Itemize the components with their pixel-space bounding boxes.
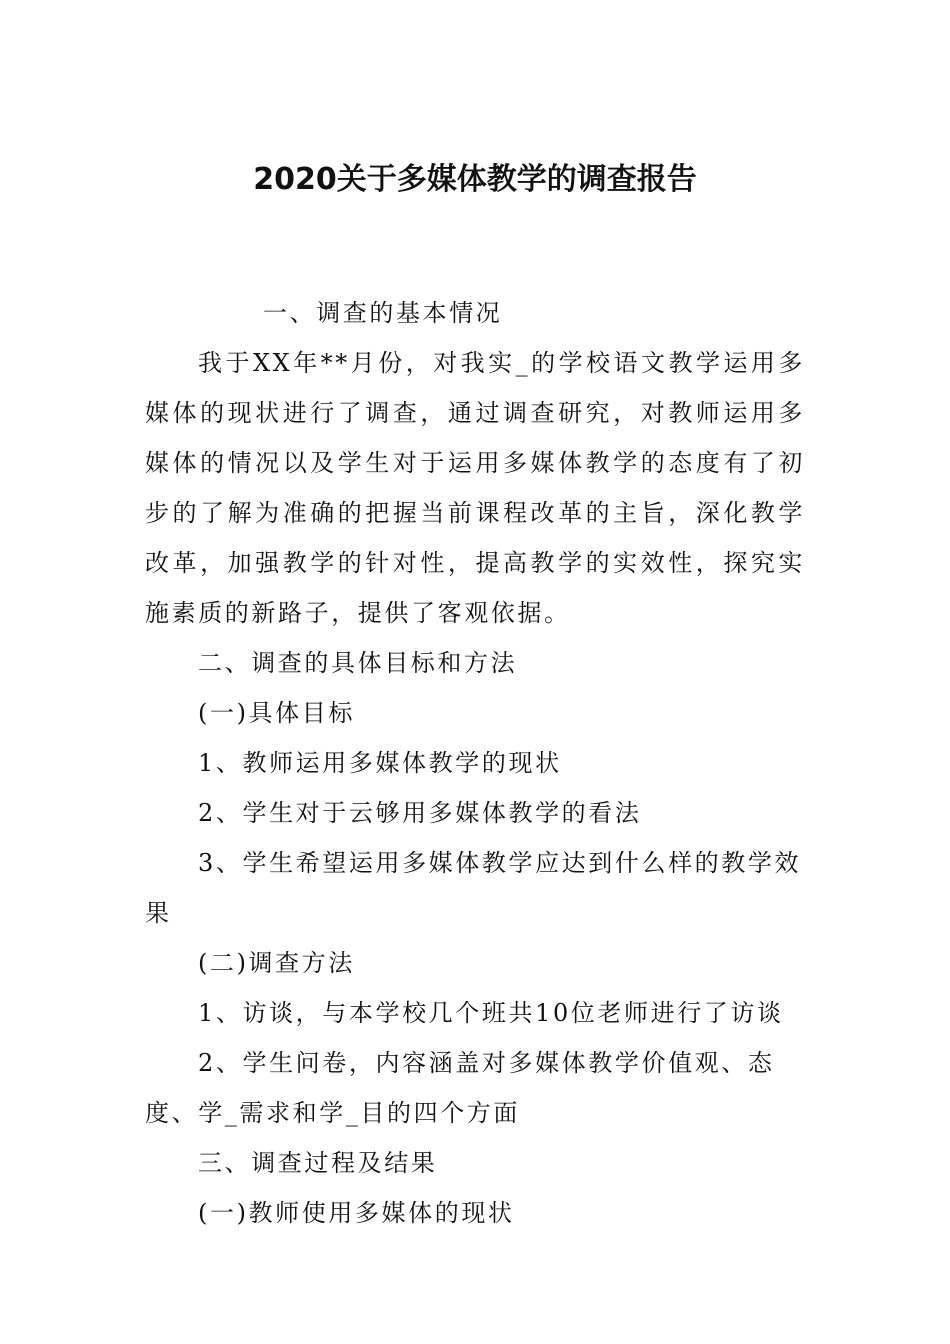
document-body [145,288,805,1238]
subsection-heading: (一)教师使用多媒体的现状 [198,1199,515,1227]
list-item: 2、学生对于云够用多媒体教学的看法 [198,799,642,827]
list-item: 3、学生希望运用多媒体教学应达到什么样的教学效果 [145,849,802,927]
subsection-heading: (二)调查方法 [198,949,355,977]
section-heading: 二、调查的具体目标和方法 [198,649,518,677]
list-item: 1、教师运用多媒体教学的现状 [198,749,562,777]
list-item: 1、访谈，与本学校几个班共10位老师进行了访谈 [198,999,784,1027]
document-title: 2020关于多媒体教学的调查报告 [253,162,697,197]
body-paragraph: 我于XX年**月份，对我实_的学校语文教学运用多媒体的现状进行了调查，通过调查研究，对教师运用多媒体的情况以及学生对于运用多媒体教学的态度有了初步的了解为准确的把握当前课程改革的主旨，深化教学改革，加强教学的针对性，提高教学的实效性，探究实施素质的新路子，提供了客观依据。 [145,349,805,627]
section-heading: 一、调查的基本情况 [263,299,503,327]
list-item: 2、学生问卷，内容涵盖对多媒体教学价值观、态度、学_需求和学_目的四个方面 [145,1049,775,1127]
section-heading: 三、调查过程及结果 [198,1149,438,1177]
subsection-heading: (一)具体目标 [198,699,355,727]
